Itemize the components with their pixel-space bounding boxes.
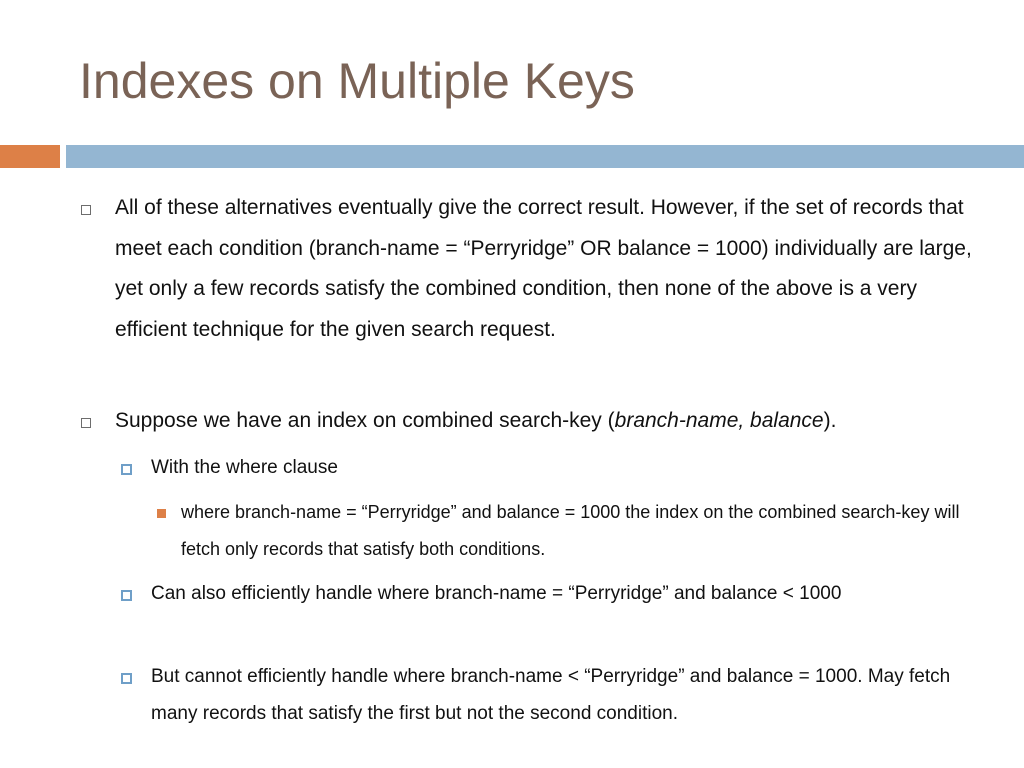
sub-sub-bullet-fetch: where branch-name = “Perryridge” and balance = 1000 the index on the combined search-key will fetch only records that satisfy both conditions. <box>181 502 960 559</box>
square-bullet-icon <box>121 673 132 684</box>
bullet-text-end: ). <box>823 409 837 432</box>
sub-bullet-where-clause: With the where clause <box>151 457 338 478</box>
square-bullet-icon <box>121 464 132 475</box>
square-bullet-icon <box>121 590 132 601</box>
bullet-combined-index <box>115 401 985 442</box>
filled-square-bullet-icon <box>157 509 166 518</box>
bullet-alternatives: All of these alternatives eventually give the correct result. However, if the set of records that meet each condition (branch-name = “Perryridge” OR balance = 1000) individually are large, yet only a few records satisfy the combined condition, then none of the above is a very efficient technique for the given search request. <box>115 196 972 341</box>
hollow-square-bullet-icon <box>81 205 91 215</box>
search-key-italic: branch-name, balance <box>614 409 824 432</box>
sub-bullet-can-handle: Can also efficiently handle where branch-name = “Perryridge” and balance < 1000 <box>151 583 842 604</box>
sub-bullet-cannot-handle: But cannot efficiently handle where branch-name < “Perryridge” and balance = 1000. May fetch many records that satisfy the first but not the second condition. <box>151 666 951 724</box>
hollow-square-bullet-icon <box>81 418 91 428</box>
slide-title: Indexes on Multiple Keys <box>79 53 635 109</box>
bullet-text: Suppose we have an index on combined search-key ( <box>115 409 615 432</box>
